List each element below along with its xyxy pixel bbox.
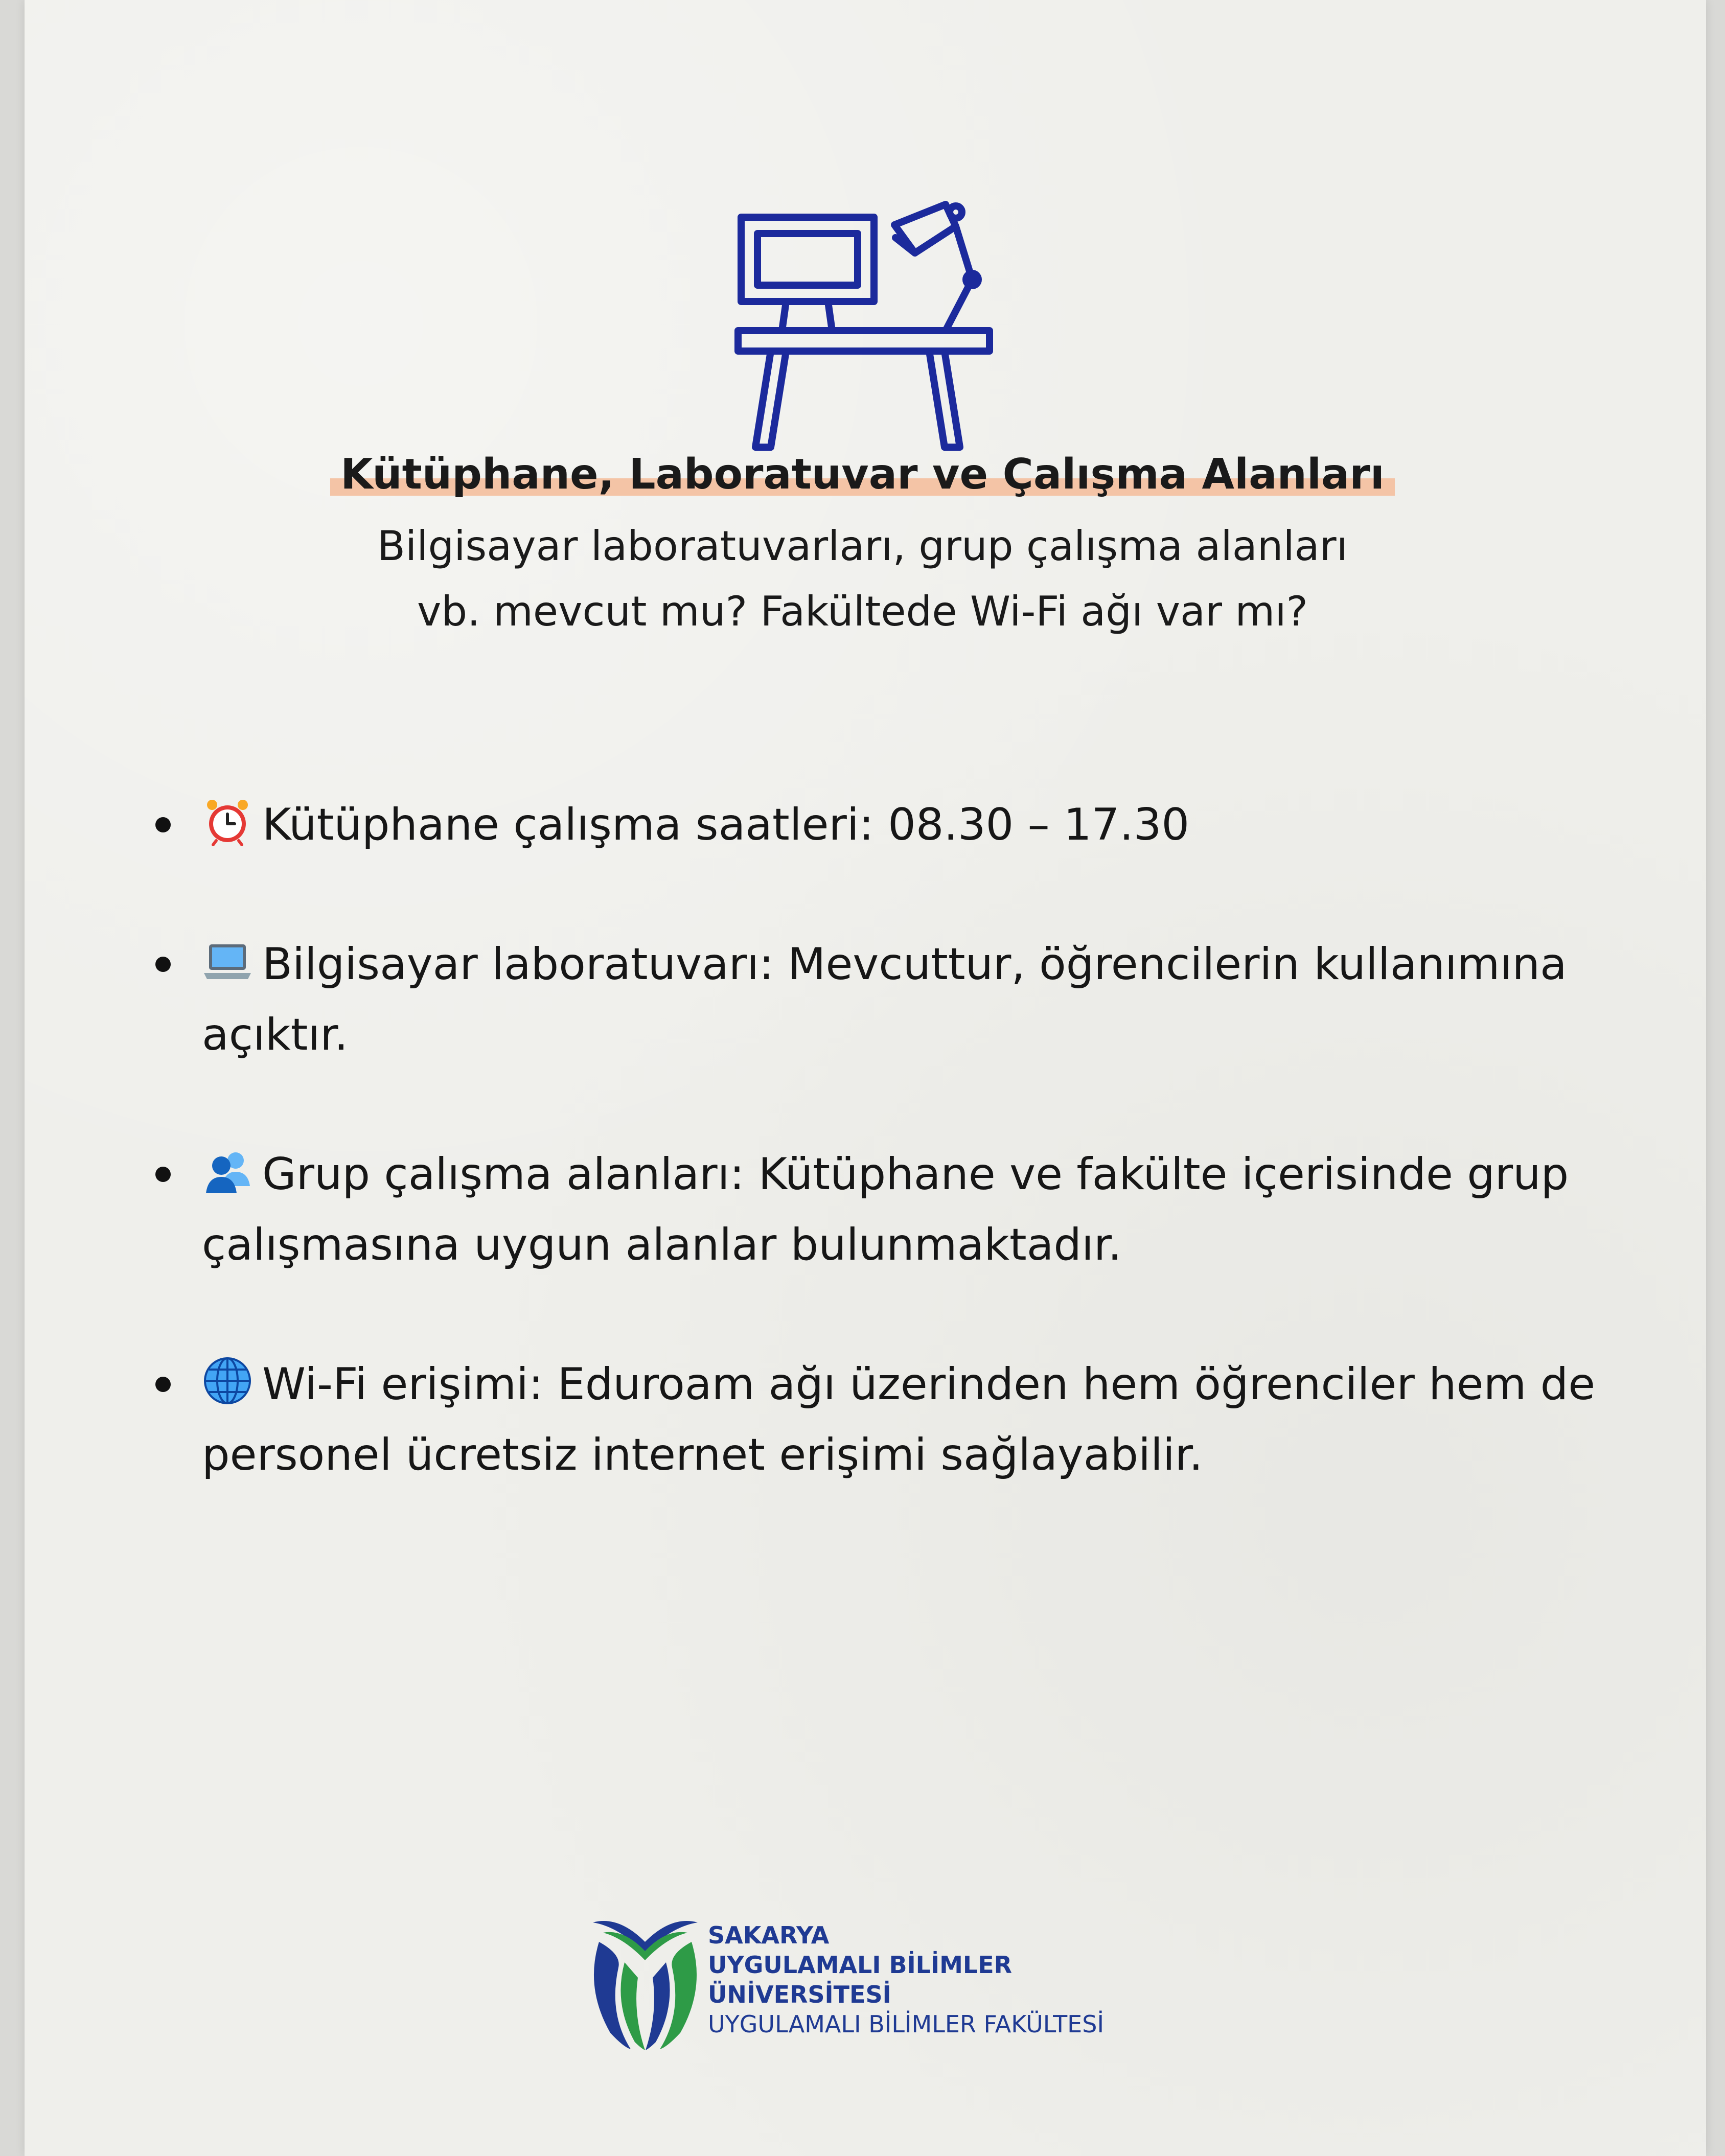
- library-hours-text: Kütüphane çalışma saatleri: 08.30 – 17.30: [262, 799, 1190, 850]
- subtitle-line-2: vb. mevcut mu? Fakültede Wi-Fi ağı var mı?: [417, 588, 1308, 635]
- logo-line-1: SAKARYA: [708, 1921, 830, 1949]
- university-logo: [588, 1911, 1201, 2054]
- subtitle-line-1: Bilgisayar laboratuvarları, grup çalışma alanları: [377, 522, 1348, 570]
- logo-line-3: ÜNİVERSİTESİ: [708, 1981, 891, 2008]
- logo-line-2: UYGULAMALI BİLİMLER: [708, 1951, 1013, 1979]
- list-item-group-study: [153, 1139, 1656, 1280]
- wifi-text: Wi-Fi erişimi: Eduroam ağı üzerinden hem öğrenciler hem de personel ücretsiz internet erişimi sağlayabilir.: [202, 1359, 1596, 1480]
- page-subtitle: [0, 514, 1725, 644]
- desk-computer-lamp-icon: [731, 197, 997, 452]
- group-study-text: Grup çalışma alanları: Kütüphane ve fakülte içerisinde grup çalışmasına uygun alanlar bulunmaktadır.: [202, 1149, 1569, 1270]
- people-icon: [202, 1145, 253, 1196]
- title-container: [0, 450, 1725, 499]
- list-item-wifi: [153, 1349, 1656, 1490]
- logo-text: [708, 1920, 1104, 2039]
- alarm-clock-icon: [202, 796, 253, 847]
- computer-lab-text: Bilgisayar laboratuvarı: Mevcuttur, öğrencilerin kullanımına açıktır.: [202, 939, 1567, 1060]
- page-title: Kütüphane, Laboratuvar ve Çalışma Alanları: [330, 450, 1395, 496]
- list-item-computer-lab: [153, 929, 1656, 1070]
- globe-icon: [202, 1355, 253, 1406]
- logo-line-4: UYGULAMALI BİLİMLER FAKÜLTESİ: [708, 2010, 1105, 2038]
- info-list: [153, 790, 1656, 1559]
- university-emblem-icon: [588, 1911, 703, 2054]
- laptop-icon: [202, 935, 253, 986]
- list-item-library-hours: [153, 790, 1656, 860]
